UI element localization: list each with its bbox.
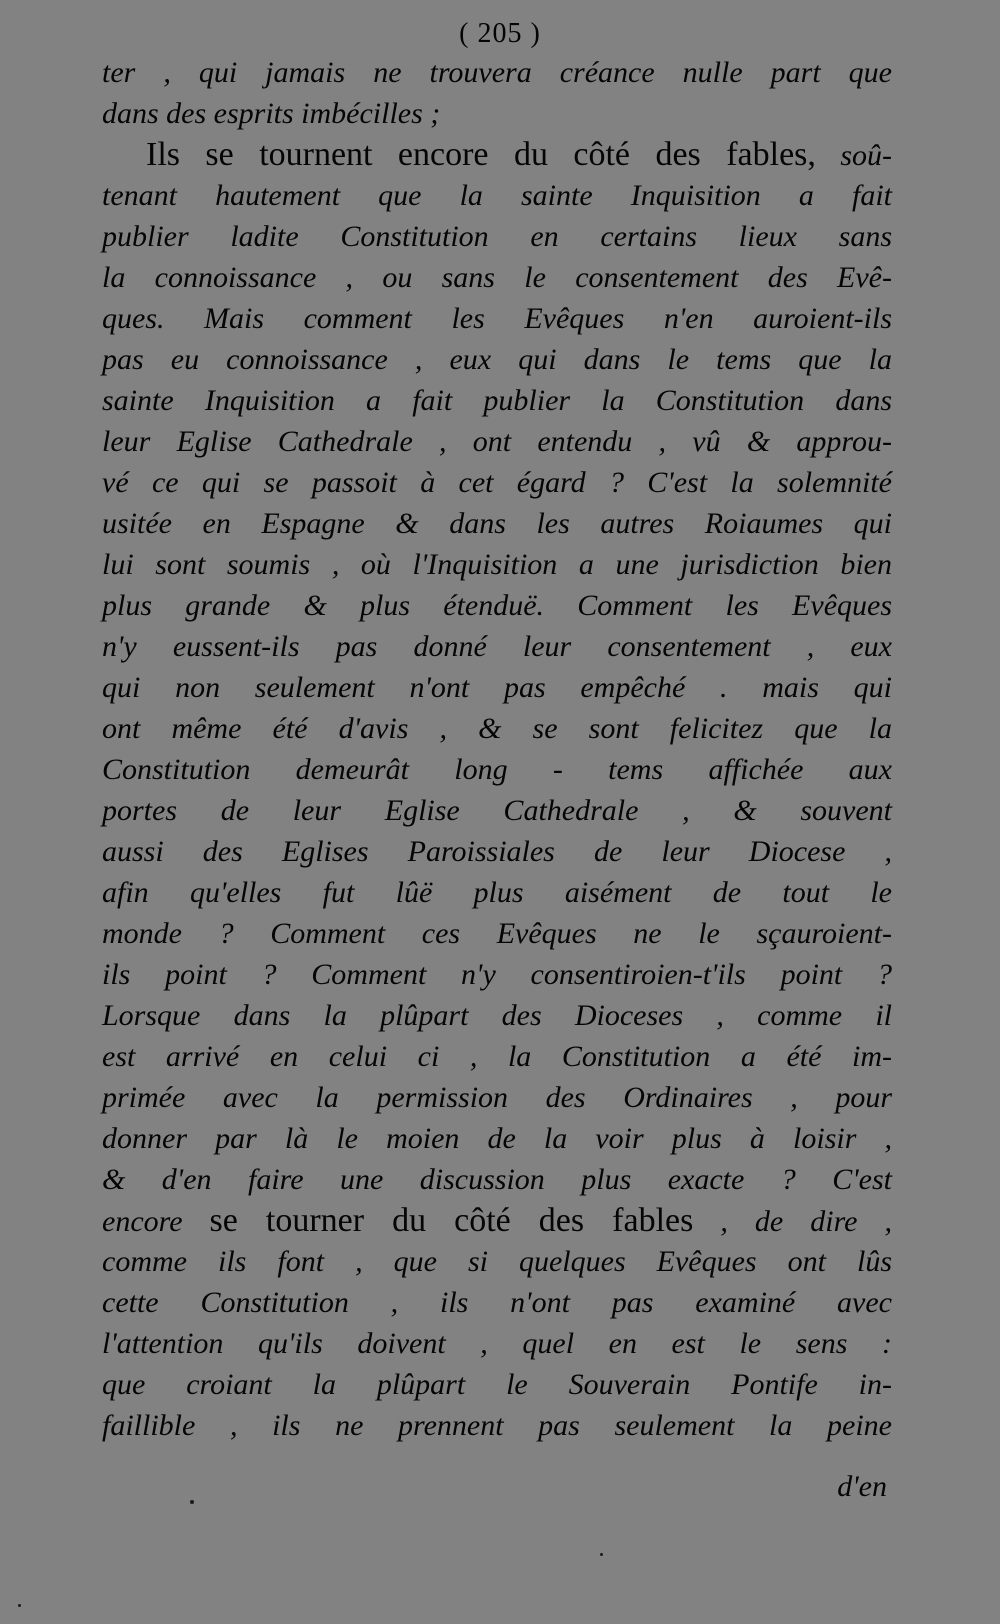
roman-text: se tourner du côté des fables	[209, 1202, 694, 1239]
italic-text: primée avec la permission des Ordinaires , pour	[102, 1081, 892, 1114]
text-line	[102, 503, 892, 544]
italic-text: pas eu connoissance , eux qui dans le tems que la	[102, 343, 892, 376]
italic-text: ils point ? Comment n'y consentiroien-t'ils point ?	[102, 958, 892, 991]
italic-text: n'y eussent-ils pas donné leur consentement , eux	[102, 630, 892, 663]
text-line	[102, 380, 892, 421]
italic-text: est arrivé en celui ci , la Constitution a été im-	[102, 1040, 892, 1073]
italic-text: qui non seulement n'ont pas empêché . mais qui	[102, 671, 892, 704]
italic-text: l'attention qu'ils doivent , quel en est le sens :	[102, 1327, 892, 1360]
italic-text: vé ce qui se passoit à cet égard ? C'est la solemnité	[102, 466, 892, 499]
text-line	[102, 708, 892, 749]
text-line	[102, 667, 892, 708]
text-line	[102, 1118, 892, 1159]
italic-text: publier ladite Constitution en certains lieux sans	[102, 220, 892, 253]
text-line	[102, 216, 892, 257]
text-line	[102, 831, 892, 872]
italic-text: ont même été d'avis , & se sont felicitez que la	[102, 712, 892, 745]
italic-text: soû-	[815, 139, 892, 172]
italic-text: plus grande & plus étenduë. Comment les Evêques	[102, 589, 892, 622]
italic-text: tenant hautement que la sainte Inquisition a fait	[102, 179, 892, 212]
text-line	[102, 585, 892, 626]
italic-text: Constitution demeurât long - tems affichée aux	[102, 753, 892, 786]
italic-text: & d'en faire une discussion plus exacte ? C'est	[102, 1163, 892, 1196]
italic-text: que croiant la plûpart le Souverain Pontife in-	[102, 1368, 892, 1401]
text-line	[102, 1405, 892, 1446]
roman-text: Ils se tournent encore du côté des fables,	[146, 136, 816, 173]
text-line	[102, 462, 892, 503]
italic-text: leur Eglise Cathedrale , ont entendu , vû & approu-	[102, 425, 892, 458]
italic-text: encore	[102, 1205, 210, 1238]
text-line	[102, 1077, 892, 1118]
text-line	[102, 790, 892, 831]
page-number: ( 205 )	[459, 18, 541, 49]
text-line	[102, 93, 892, 134]
italic-text: faillible , ils ne prennent pas seulement la peine	[102, 1409, 892, 1442]
text-line	[102, 175, 892, 216]
text-line	[102, 52, 892, 93]
text-line	[102, 872, 892, 913]
text-line	[102, 257, 892, 298]
italic-text: monde ? Comment ces Evêques ne le sçauroient-	[102, 917, 892, 950]
text-line	[102, 1241, 892, 1282]
text-line	[102, 749, 892, 790]
text-line	[102, 1282, 892, 1323]
ink-speck	[18, 1604, 21, 1607]
italic-text: lui sont soumis , où l'Inquisition a une jurisdiction bien	[102, 548, 892, 581]
italic-text: portes de leur Eglise Cathedrale , & souvent	[102, 794, 892, 827]
text-line	[102, 1323, 892, 1364]
text-line	[102, 544, 892, 585]
catchword: d'en	[837, 1470, 887, 1503]
italic-text: usitée en Espagne & dans les autres Roiaumes qui	[102, 507, 892, 540]
italic-text: ter , qui jamais ne trouvera créance nulle part que	[102, 56, 892, 89]
text-line	[102, 298, 892, 339]
italic-text: donner par là le moien de la voir plus à loisir ,	[102, 1122, 892, 1155]
italic-text: aussi des Eglises Paroissiales de leur Diocese ,	[102, 835, 892, 868]
text-line	[102, 1200, 892, 1241]
italic-text: dans des esprits imbécilles ;	[102, 97, 441, 130]
italic-text: Lorsque dans la plûpart des Dioceses , comme il	[102, 999, 892, 1032]
italic-text: , de dire ,	[693, 1205, 892, 1238]
body-text	[102, 52, 892, 1446]
italic-text: comme ils font , que si quelques Evêques ont lûs	[102, 1245, 892, 1278]
text-line	[102, 995, 892, 1036]
italic-text: sainte Inquisition a fait publier la Constitution dans	[102, 384, 892, 417]
text-line	[102, 339, 892, 380]
italic-text: cette Constitution , ils n'ont pas examiné avec	[102, 1286, 892, 1319]
text-line	[102, 134, 892, 175]
text-line	[102, 421, 892, 462]
text-line	[102, 1036, 892, 1077]
italic-text: la connoissance , ou sans le consentement des Evê-	[102, 261, 892, 294]
ink-speck	[600, 1553, 603, 1556]
text-line	[102, 1159, 892, 1200]
text-line	[102, 626, 892, 667]
italic-text: ques. Mais comment les Evêques n'en auroient-ils	[102, 302, 892, 335]
ink-speck	[190, 1500, 194, 1504]
text-line	[102, 1364, 892, 1405]
text-line	[102, 913, 892, 954]
italic-text: afin qu'elles fut lûë plus aisément de tout le	[102, 876, 892, 909]
text-line	[102, 954, 892, 995]
